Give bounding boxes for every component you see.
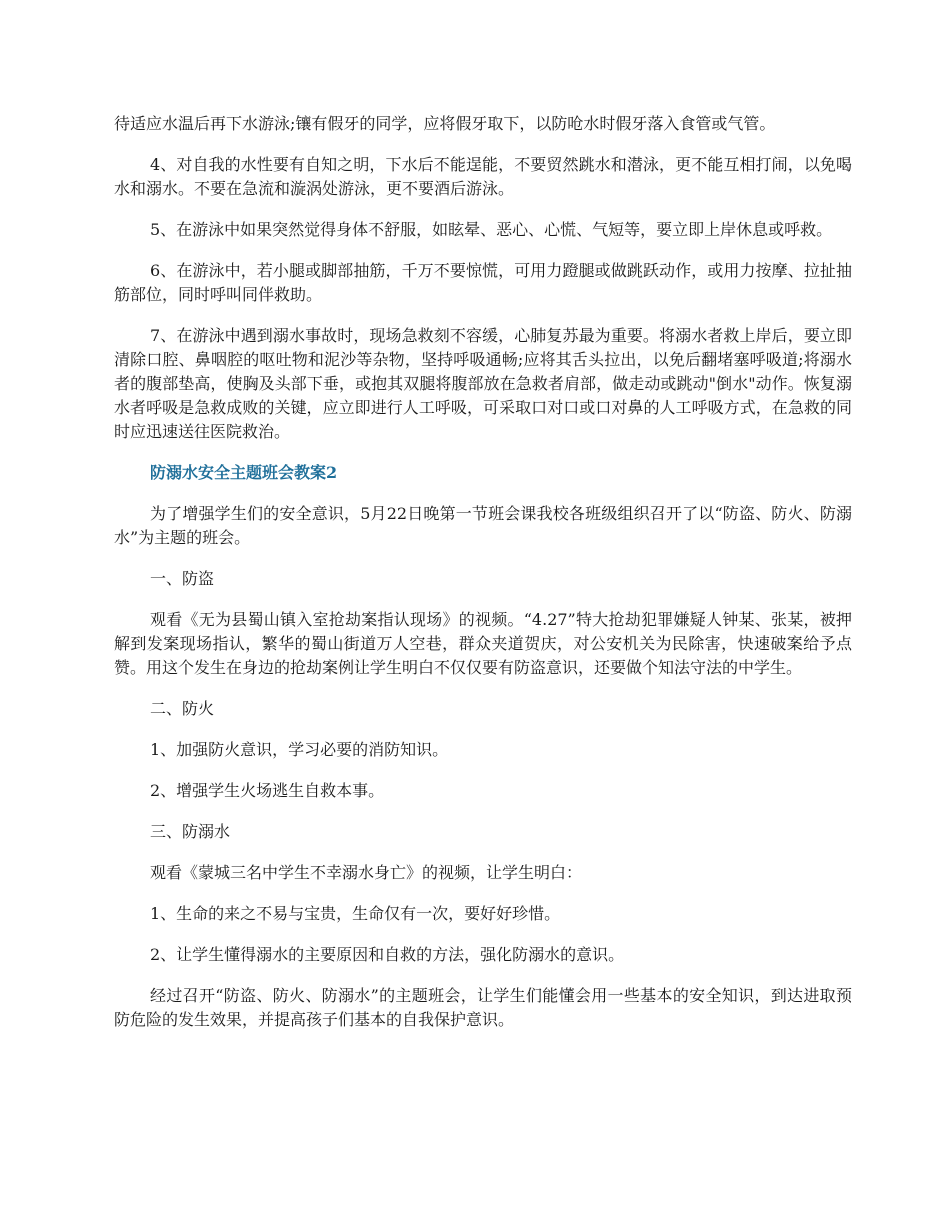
paragraph-drowning-video: 观看《蒙城三名中学生不幸溺水身亡》的视频，让学生明白： [150,863,583,882]
paragraph-item-6: 6、在游泳中，若小腿或脚部抽筋，千万不要惊慌，可用力蹬腿或做跳跃动作，或用力按摩、拉扯抽筋部位，同时呼叫同伴救助。 [114,261,852,304]
subheading-theft: 一、防盗 [150,569,215,588]
section-title: 防溺水安全主题班会教案2 [150,463,338,482]
subheading-fire: 二、防火 [150,699,215,718]
paragraph-continuation: 待适应水温后再下水游泳;镶有假牙的同学，应将假牙取下，以防呛水时假牙落入食管或气管。 [114,114,776,133]
paragraph-theft: 观看《无为县蜀山镇入室抢劫案指认现场》的视频。“4.27”特大抢劫犯罪嫌疑人钟某、张某，被押解到发案现场指认，繁华的蜀山街道万人空巷，群众夹道贺庆，对公安机关为民除害，快速破案给予点赞。用这个发生在身边的抢劫案例让学生明白不仅仅要有防盗意识，还要做个知法守法的中学生。 [114,610,852,677]
paragraph-item-7: 7、在游泳中遇到溺水事故时，现场急救刻不容缓，心肺复苏最为重要。将溺水者救上岸后，要立即清除口腔、鼻咽腔的呕吐物和泥沙等杂物，坚持呼吸通畅;应将其舌头拉出，以免后翻堵塞呼吸道;将溺水者的腹部垫高，使胸及头部下垂，或抱其双腿将腹部放在急救者肩部，做走动或跳动"倒水"动作。恢复溺水者呼吸是急救成败的关键，应立即进行人工呼吸，可采取口对口或口对鼻的人工呼吸方式，在急救的同时应迅速送往医院救治。 [114,326,852,441]
paragraph-fire-2: 2、增强学生火场逃生自救本事。 [150,781,385,800]
paragraph-intro: 为了增强学生们的安全意识，5月22日晚第一节班会课我校各班级组织召开了以“防盗、防火、防溺水”为主题的班会。 [114,504,852,547]
document-page [114,112,852,1049]
paragraph-item-5: 5、在游泳中如果突然觉得身体不舒服，如眩晕、恶心、心慌、气短等，要立即上岸休息或呼救。 [150,220,833,239]
subheading-drowning: 三、防溺水 [150,822,231,841]
paragraph-item-4: 4、对自我的水性要有自知之明，下水后不能逞能，不要贸然跳水和潜泳，更不能互相打闹，以免喝水和溺水。不要在急流和漩涡处游泳，更不要酒后游泳。 [114,155,852,198]
paragraph-drowning-2: 2、让学生懂得溺水的主要原因和自救的方法，强化防溺水的意识。 [150,945,625,964]
paragraph-fire-1: 1、加强防火意识，学习必要的消防知识。 [150,740,449,759]
paragraph-conclusion: 经过召开“防盗、防火、防溺水”的主题班会，让学生们能懂会用一些基本的安全知识，到达进取预防危险的发生效果，并提高孩子们基本的自我保护意识。 [114,986,852,1029]
paragraph-drowning-1: 1、生命的来之不易与宝贵，生命仅有一次，要好好珍惜。 [150,904,561,923]
